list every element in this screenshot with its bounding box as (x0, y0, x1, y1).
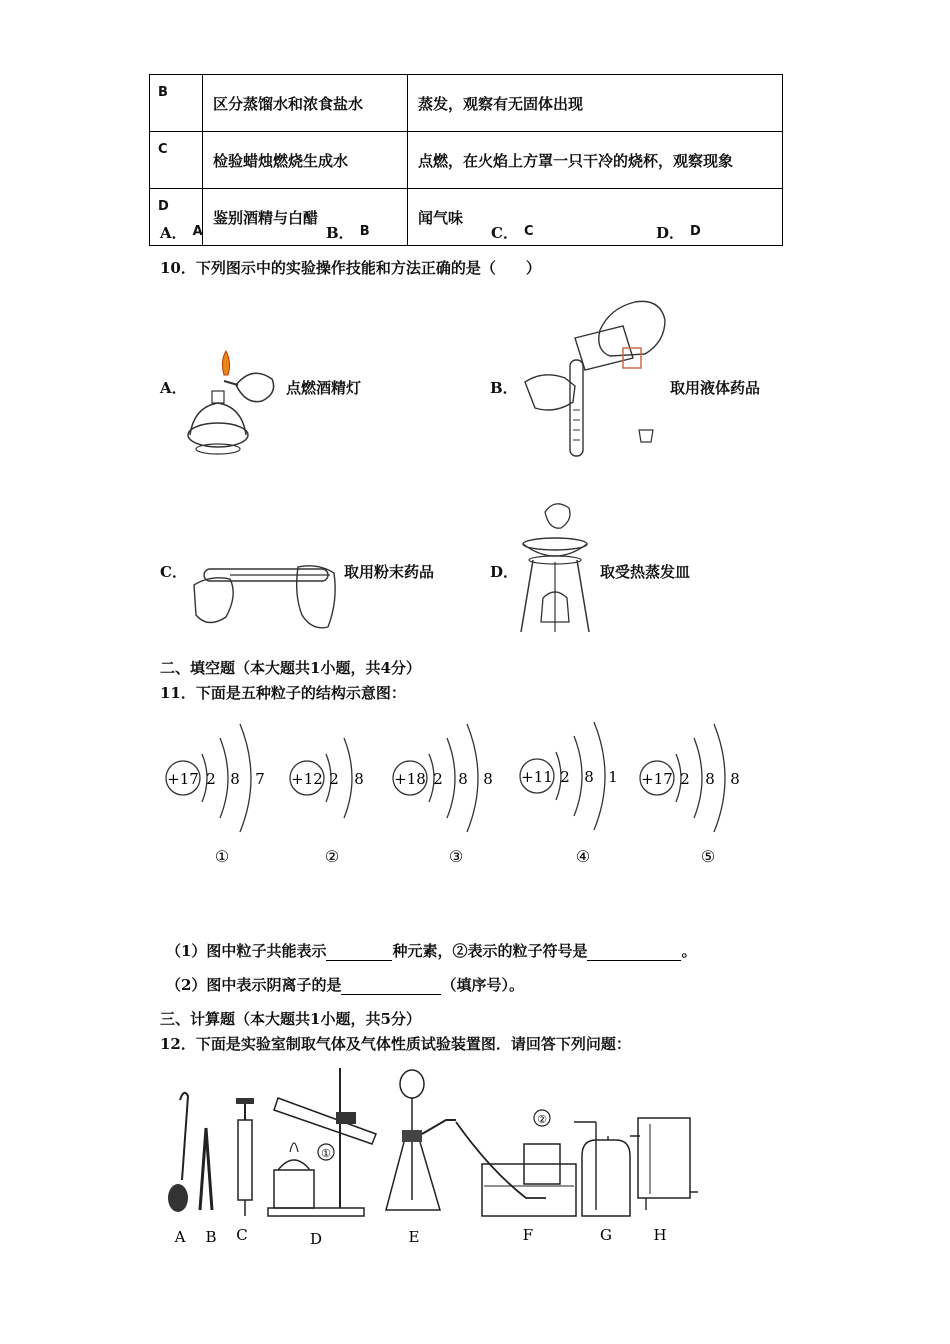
options-table (149, 74, 783, 246)
particle-4 (520, 722, 618, 866)
shell-electrons: 8 (483, 770, 493, 788)
particle-index: ① (214, 847, 230, 866)
q11-stem: 11．下面是五种粒子的结构示意图： (160, 684, 406, 702)
particle-index: ⑤ (700, 847, 716, 866)
q11-sub2-text-b: （填序号）。 (441, 976, 524, 994)
choice-a[interactable] (160, 222, 203, 243)
apparatus-h-inverted-bottle (638, 1118, 698, 1244)
q11-subquestion-2 (166, 974, 524, 995)
particle-index: ② (324, 847, 340, 866)
shell-electrons: 2 (680, 770, 690, 788)
q12-stem: 12．下面是实验室制取气体及气体性质试验装置图．请回答下列问题： (160, 1035, 631, 1053)
lab-apparatus-diagram (150, 1060, 710, 1260)
apparatus-b-tweezers (200, 1128, 217, 1246)
q10-stem: 10．下列图示中的实验操作技能和方法正确的是（ ） (160, 259, 541, 277)
shell-electrons: 2 (433, 770, 443, 788)
apparatus-e-flask-funnel (386, 1070, 456, 1246)
q10-option-c-caption: 取用粉末药品 (344, 563, 435, 581)
evaporating-dish-illustration (515, 498, 595, 636)
choice-label: B． (326, 224, 354, 242)
row-letter: D (150, 189, 203, 246)
alcohol-lamp-illustration (180, 345, 290, 457)
table-row (150, 132, 783, 189)
choice-value: D (690, 224, 701, 239)
q10-option-d-label[interactable]: D． (490, 563, 519, 581)
apparatus-label: G (600, 1226, 612, 1244)
shell-electrons: 8 (584, 768, 594, 786)
q10-option-b-label[interactable]: B． (490, 379, 518, 397)
choice-c[interactable] (491, 222, 534, 243)
particle-2 (290, 738, 364, 866)
nucleus-charge: +18 (394, 770, 426, 788)
q10-option-b-caption: 取用液体药品 (670, 379, 761, 397)
q11-sub2-text-a: （2）图中表示阴离子的是 (166, 976, 342, 994)
row-letter: B (150, 75, 203, 132)
q10-option-c-label[interactable]: C． (160, 563, 187, 581)
nucleus-charge: +17 (641, 770, 673, 788)
apparatus-label: C (236, 1226, 248, 1244)
choice-label: D． (656, 224, 685, 242)
q10-option-d-caption: 取受热蒸发皿 (600, 563, 691, 581)
apparatus-label: B (205, 1228, 217, 1246)
apparatus-label: E (408, 1228, 420, 1246)
particle-index: ④ (575, 847, 591, 866)
choice-value: A (192, 224, 203, 239)
particle-index: ③ (448, 847, 464, 866)
apparatus-label: F (522, 1226, 534, 1244)
choice-label: A． (160, 224, 187, 242)
nucleus-charge: +17 (167, 770, 199, 788)
marker-2: ② (537, 1113, 547, 1126)
powder-transfer-illustration (190, 555, 340, 635)
choice-b[interactable] (326, 222, 370, 243)
apparatus-d-heating-setup (268, 1068, 376, 1248)
nucleus-charge: +11 (521, 768, 553, 786)
answer-blank-1[interactable] (326, 944, 392, 961)
apparatus-c-syringe (236, 1098, 254, 1244)
shell-electrons: 8 (354, 770, 364, 788)
row-method: 点燃，在火焰上方罩一只干冷的烧杯，观察现象 (408, 132, 783, 189)
section-3-title: 三、计算题（本大题共1小题，共5分） (160, 1010, 421, 1028)
shell-electrons: 7 (255, 770, 265, 788)
table-row (150, 75, 783, 132)
shell-electrons: 8 (230, 770, 240, 788)
particle-structure-diagrams (150, 712, 770, 872)
nucleus-charge: +12 (291, 770, 323, 788)
choice-d[interactable] (656, 222, 701, 243)
row-purpose: 检验蜡烛燃烧生成水 (203, 132, 408, 189)
apparatus-label: A (174, 1228, 186, 1246)
choice-label: C． (491, 224, 518, 242)
row-method: 蒸发，观察有无固体出现 (408, 75, 783, 132)
q11-sub1-text-a: （1）图中粒子共能表示 (166, 942, 327, 960)
answer-blank-2[interactable] (587, 944, 681, 961)
shell-electrons: 8 (730, 770, 740, 788)
apparatus-f-water-trough (456, 1110, 576, 1244)
q11-sub1-text-c: 。 (681, 942, 697, 960)
particle-1 (166, 724, 265, 866)
shell-electrons: 8 (458, 770, 468, 788)
apparatus-label: H (653, 1226, 667, 1244)
row-purpose: 鉴别酒精与白醋 (203, 189, 408, 246)
shell-electrons: 2 (329, 770, 339, 788)
choice-value: B (359, 224, 370, 239)
q11-sub1-text-b: 种元素，②表示的粒子符号是 (392, 942, 588, 960)
row-method: 闻气味 (408, 189, 783, 246)
pour-liquid-illustration (515, 290, 675, 460)
particle-3 (393, 724, 493, 866)
q10-option-a-label[interactable]: A． (160, 379, 187, 397)
particle-5 (640, 724, 740, 866)
choice-value: C (523, 224, 534, 239)
apparatus-label: D (309, 1230, 323, 1248)
shell-electrons: 2 (560, 768, 570, 786)
shell-electrons: 8 (705, 770, 715, 788)
row-letter: C (150, 132, 203, 189)
apparatus-a-spoon (168, 1093, 188, 1246)
section-2-title: 二、填空题（本大题共1小题，共4分） (160, 659, 421, 677)
marker-1: ① (321, 1147, 331, 1160)
row-purpose: 区分蒸馏水和浓食盐水 (203, 75, 408, 132)
apparatus-g-gas-bottle (574, 1122, 640, 1244)
shell-electrons: 1 (608, 768, 618, 786)
shell-electrons: 2 (206, 770, 216, 788)
answer-blank-3[interactable] (341, 978, 441, 995)
q10-option-a-caption: 点燃酒精灯 (286, 379, 362, 397)
q11-subquestion-1 (166, 940, 696, 961)
